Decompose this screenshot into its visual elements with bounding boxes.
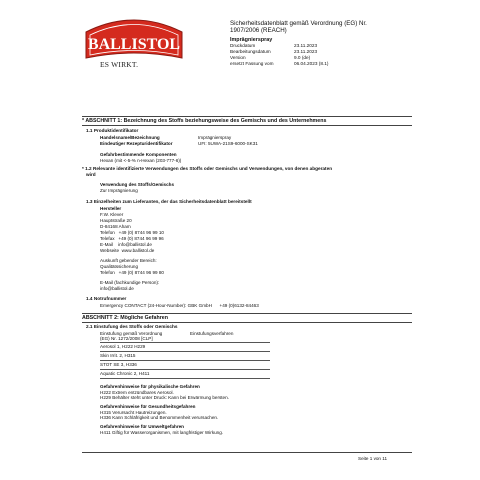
document-header [230,20,430,67]
trade-name-value: Imprägnierspray [198,135,232,140]
heading-1-4: 1.4 Notrufnummer [86,296,127,301]
manufacturer-line: E-Mail info@ballistol.de [100,242,152,247]
heading-1-1: 1.1 Produktidentifikator [86,128,139,133]
header-row: ersetzt Fassung vom 06.04.2023 (8.1) [230,60,329,66]
heading-1-3: 1.3 Einzelheiten zum Lieferanten, der das Sicherheitsdatenblatt bereitstellt [86,199,252,204]
classification-col1-header-line2: (EG) Nr. 1272/2008 [CLP] [100,336,153,341]
manufacturer-line: Hauptstraße 20 [100,218,132,223]
section1-rule-top [82,116,412,117]
hazard-statement: H222 Extrem entzündbares Aerosol. [100,390,174,395]
manufacturer-line: Telefon +49 (0) 8744 96 99 10 [100,230,164,235]
header-row: Version 9.0 (de) [230,55,311,61]
physical-hazards-heading: Gefahrenhinweise für physikalische Gefahren [100,384,200,389]
manufacturer-line: Telefax +49 (0) 8744 96 99 96 [100,236,164,241]
manufacturer-line: F.W. Klever [100,212,124,217]
classification-col2-header: Einstufungsverfahren [190,331,234,336]
footer-rule [82,452,412,453]
manufacturer-line: D-84168 Aham [100,224,131,229]
components-value: Hexan (mit <-5-% n-Hexan (203-777-6)) [100,158,182,163]
hazard-statement: H229 Behälter steht unter Druck: Kann bei Erwärmung bersten. [100,395,229,400]
section1-title: * ABSCHNITT 1: Bezeichnung des Stoffs beziehungsweise des Gemischs und des Unternehmens [82,118,327,124]
heading-1-2: * 1.2 Relevante identifizierte Verwendungen des Stoffs oder Gemischs und Verwendungen, von denen abgeraten [82,166,333,171]
health-hazards-heading: Gefahrenhinweise für Gesundheitsgefahren [100,404,196,409]
table-rule [100,369,270,370]
expert-email-line: info@ballistol.de [100,286,134,291]
section2-rule-bottom [82,322,412,323]
use-heading: Verwendung des Stoffs/Gemischs [100,182,175,187]
emergency-number: Emergency CONTACT (24-Hour-Number): GBK GmbH +49 (0)6132-84463 [100,303,259,308]
doc-title-line1: Sicherheitsdatenblatt gemäß Verordnung (EG) Nr. [230,20,367,27]
environmental-hazards-heading: Gefahrenhinweise für Umweltgefahren [100,424,184,429]
heading-2-1: 2.1 Einstufung des Stoffs oder Gemischs [86,324,178,329]
hazard-statement: H315 Verursacht Hautreizungen. [100,410,167,415]
hazard-statement: H336 Kann Schläfrigkeit und Benommenheit verursachen. [100,415,219,420]
manufacturer-line: Webseite www.ballistol.de [100,248,155,253]
classification-row: Aerosol 1, H222 H229 [100,344,146,349]
table-rule [100,378,270,379]
logo-slogan: ES WIRKT. [100,60,139,69]
trade-name-label: Handelsname/Bezeichnung [100,135,160,140]
header-row: Bearbeitungsdatum 23.11.2023 [230,49,318,55]
expert-email-line: E-Mail (fachkundige Person): [100,280,160,285]
classification-col1-header: Einstufung gemäß Verordnung [100,331,163,336]
classification-row: Skin Irrit. 2, H315 [100,353,136,358]
heading-1-2-cont: wird [86,172,96,177]
info-line: Telefon +49 (0) 8744 96 99 80 [100,270,164,275]
table-rule [100,351,270,352]
hazard-statement: H411 Giftig für Wasserorganismen, mit langfristiger Wirkung. [100,430,224,435]
components-heading: Gefahrbestimmende Komponenten [100,152,177,157]
use-value: Zur Imprägnierung [100,188,138,193]
header-row: Druckdatum 23.11.2023 [230,43,318,49]
page-number: Seite 1 von 11 [358,456,388,461]
info-line: Qualitätssicherung [100,264,139,269]
classification-row: Aquatic Chronic 2, H411 [100,371,150,376]
product-name: Imprägnierspray [230,36,273,43]
section2-rule-top [82,313,412,314]
ufi-value: UFI: 5UWA-21S9-6000-SK31 [198,141,258,146]
doc-title-line2: 1907/2006 (REACH) [230,27,287,35]
info-line: Auskunft gebender Bereich: [100,258,157,263]
manufacturer-heading: Hersteller [100,206,122,211]
logo-wordmark: BALLISTOL [87,36,181,53]
ufi-label: Eindeutiger Rezepturidentifikator [100,141,173,146]
classification-row: STOT SE 3, H336 [100,362,137,367]
section1-rule-bottom [82,125,412,126]
table-rule [100,360,270,361]
section2-title: ABSCHNITT 2: Mögliche Gefahren [82,315,168,321]
table-rule [100,342,270,343]
